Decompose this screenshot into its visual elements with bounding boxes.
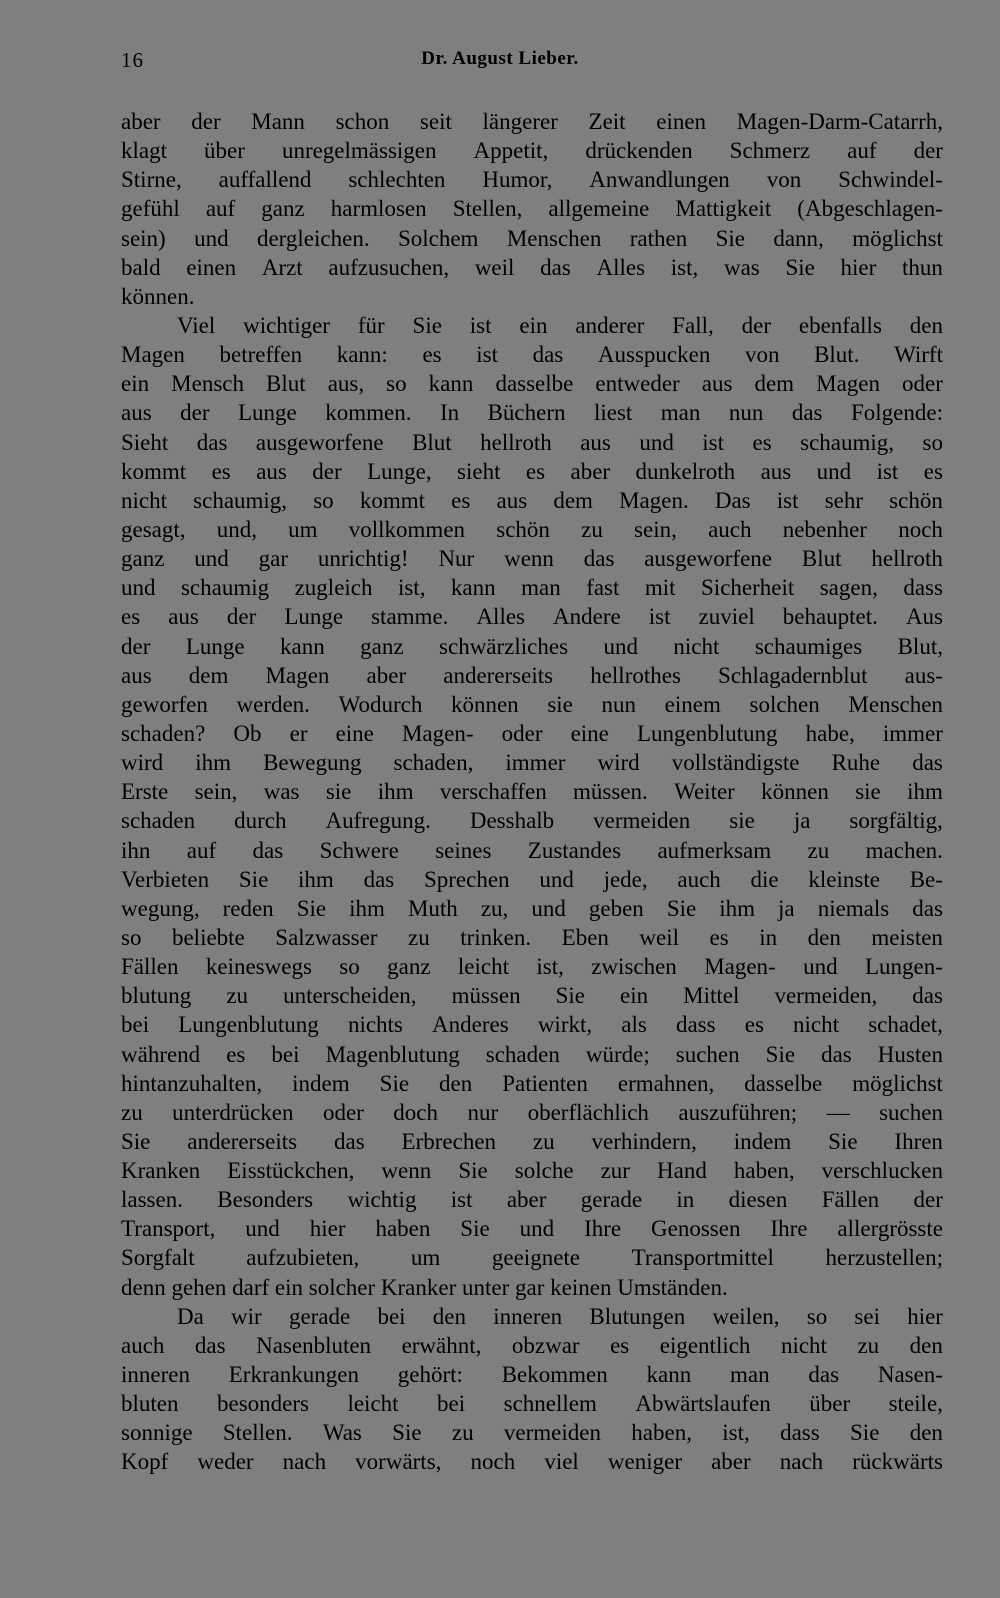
text-line: aber der Mann schon seit längerer Zeit einen Magen-Darm-Catarrh, <box>121 109 943 134</box>
text-line: hintanzuhalten, indem Sie den Patienten ermahnen, dasselbe möglichst <box>121 1070 943 1096</box>
text-line: Verbieten Sie ihm das Sprechen und jede, auch die kleinste Be- <box>121 866 943 892</box>
text-line: gesagt, und, um vollkommen schön zu sein, auch nebenher noch <box>121 516 943 542</box>
text-line: Fällen keineswegs so ganz leicht ist, zwischen Magen- und Lungen- <box>121 954 943 980</box>
text-line: zu unterdrücken oder doch nur oberflächlich auszuführen; — suchen <box>121 1099 943 1125</box>
text-line: und schaumig zugleich ist, kann man fast mit Sicherheit sagen, dass <box>121 575 943 601</box>
page-number: 16 <box>121 48 144 72</box>
text-line: Sieht das ausgeworfene Blut hellroth aus und ist es schaumig, so <box>121 429 943 455</box>
text-line: Viel wichtiger für Sie ist ein anderer Fall, der ebenfalls den <box>177 312 943 338</box>
text-line: Sie andererseits das Erbrechen zu verhindern, indem Sie Ihren <box>121 1128 943 1154</box>
text-line: Sorgfalt aufzubieten, um geeignete Transportmittel herzustellen; <box>121 1245 943 1271</box>
text-line: sonnige Stellen. Was Sie zu vermeiden haben, ist, dass Sie den <box>121 1420 943 1446</box>
text-line: Erste sein, was sie ihm verschaffen müssen. Weiter können sie ihm <box>121 779 943 805</box>
text-line: klagt über unregelmässigen Appetit, drückenden Schmerz auf der <box>121 138 943 164</box>
text-line: geworfen werden. Wodurch können sie nun einem solchen Menschen <box>121 691 943 717</box>
text-line: Transport, und hier haben Sie und Ihre Genossen Ihre allergrösste <box>121 1216 943 1242</box>
text-line: bald einen Arzt aufzusuchen, weil das Alles ist, was Sie hier thun <box>121 254 943 280</box>
text-line: ganz und gar unrichtig! Nur wenn das ausgeworfene Blut hellroth <box>121 546 943 572</box>
text-line: inneren Erkrankungen gehört: Bekommen kann man das Nasen- <box>121 1362 943 1388</box>
text-line: der Lunge kann ganz schwärzliches und nicht schaumiges Blut, <box>121 633 943 659</box>
text-line: sein) und dergleichen. Solchem Menschen rathen Sie dann, möglichst <box>121 225 943 251</box>
text-line: denn gehen darf ein solcher Kranker unter gar keinen Umständen. <box>121 1274 728 1300</box>
text-line: lassen. Besonders wichtig ist aber gerade in diesen Fällen der <box>121 1187 943 1213</box>
text-line: ihn auf das Schwere seines Zustandes aufmerksam zu machen. <box>121 837 943 863</box>
text-line: nicht schaumig, so kommt es aus dem Magen. Das ist sehr schön <box>121 487 943 513</box>
text-line: Kopf weder nach vorwärts, noch viel weniger aber nach rückwärts <box>121 1449 943 1475</box>
text-line: Da wir gerade bei den inneren Blutungen weilen, so sei hier <box>177 1303 943 1329</box>
text-line: gefühl auf ganz harmlosen Stellen, allgemeine Mattigkeit (Abgeschlagen- <box>121 196 943 222</box>
text-line: wegung, reden Sie ihm Muth zu, und geben Sie ihm ja niemals das <box>121 895 943 921</box>
text-line: es aus der Lunge stamme. Alles Andere ist zuviel behauptet. Aus <box>121 604 943 630</box>
text-line: schaden durch Aufregung. Desshalb vermeiden sie ja sorgfältig, <box>121 808 943 834</box>
text-line: Magen betreffen kann: es ist das Ausspucken von Blut. Wirft <box>121 342 943 368</box>
text-line: so beliebte Salzwasser zu trinken. Eben weil es in den meisten <box>121 924 943 950</box>
text-line: Kranken Eisstückchen, wenn Sie solche zur Hand haben, verschlucken <box>121 1158 943 1184</box>
text-line: aus der Lunge kommen. In Büchern liest man nun das Folgende: <box>121 400 943 426</box>
text-line: blutung zu unterscheiden, müssen Sie ein Mittel vermeiden, das <box>121 983 943 1009</box>
body-text <box>121 107 943 1477</box>
text-line: auch das Nasenbluten erwähnt, obzwar es eigentlich nicht zu den <box>121 1332 943 1358</box>
running-title: Dr. August Lieber. <box>421 48 579 69</box>
text-line: kommt es aus der Lunge, sieht es aber dunkelroth aus und ist es <box>121 458 943 484</box>
page-header <box>0 48 1000 78</box>
text-line: während es bei Magenblutung schaden würde; suchen Sie das Husten <box>121 1041 943 1067</box>
text-line: schaden? Ob er eine Magen- oder eine Lungenblutung habe, immer <box>121 720 943 746</box>
text-line: bluten besonders leicht bei schnellem Abwärtslaufen über steile, <box>121 1391 943 1417</box>
text-line: bei Lungenblutung nichts Anderes wirkt, als dass es nicht schadet, <box>121 1012 943 1038</box>
text-line: Stirne, auffallend schlechten Humor, Anwandlungen von Schwindel- <box>121 167 943 193</box>
text-line: können. <box>121 283 195 309</box>
text-line: aus dem Magen aber andererseits hellrothes Schlagadernblut aus- <box>121 662 943 688</box>
text-line: ein Mensch Blut aus, so kann dasselbe entweder aus dem Magen oder <box>121 371 943 397</box>
text-line: wird ihm Bewegung schaden, immer wird vollständigste Ruhe das <box>121 750 943 776</box>
